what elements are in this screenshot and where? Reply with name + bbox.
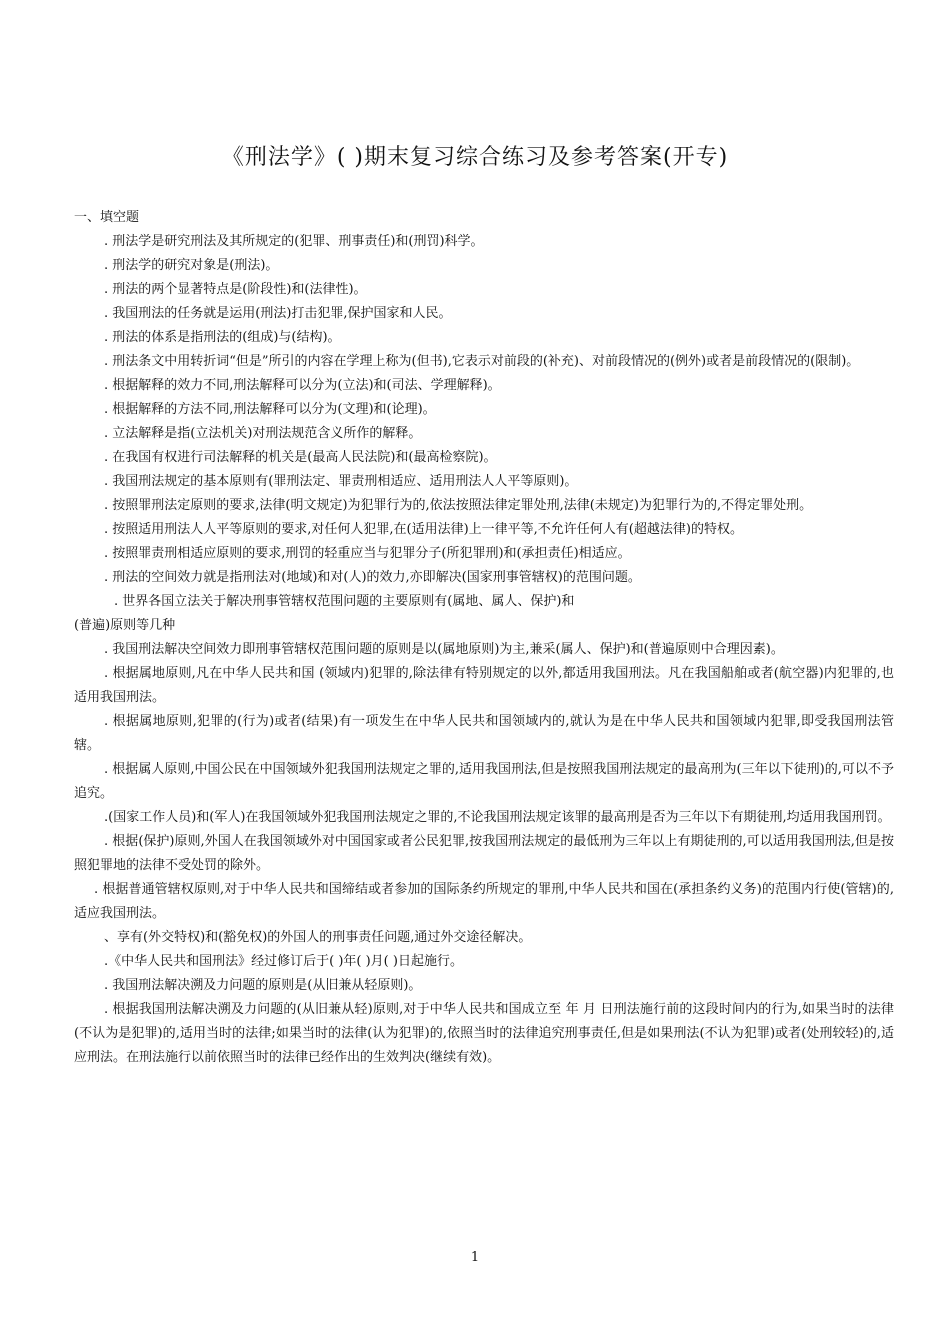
list-item: . 世界各国立法关于解决刑事管辖权范围问题的主要原则有(属地、属人、保护)和 [114, 594, 575, 609]
list-item: . 刑法的两个显著特点是(阶段性)和(法律性)。 [104, 282, 367, 297]
section-heading: 一、填空题 [74, 210, 140, 225]
list-item: . 按照罪责刑相适应原则的要求,刑罚的轻重应当与犯罪分子(所犯罪刑)和(承担责任)相适应。 [104, 546, 631, 561]
document-content [74, 206, 894, 1070]
list-item: . 根据我国刑法解决溯及力问题的(从旧兼从轻)原则,对于中华人民共和国成立至 年 月 日刑法施行前的这段时间内的行为,如果当时的法律(不认为是犯罪)的,适用当时的法律;如果当时的法律(认为犯罪)的,依照当时的法律追究刑事责任,但是如果刑法(不认为犯罪)或者(处刑较轻)的,适应刑法。在刑法施行以前依照当时的法律已经作出的生效判决(继续有效)。 [74, 1002, 894, 1065]
list-item: . 我国刑法的任务就是运用(刑法)打击犯罪,保护国家和人民。 [104, 306, 452, 321]
page-number: 1 [470, 1250, 480, 1265]
list-item: . 根据解释的方法不同,刑法解释可以分为(文理)和(论理)。 [104, 402, 436, 417]
list-item-continuation: (普遍)原则等几种 [74, 618, 176, 633]
list-item: . 我国刑法规定的基本原则有(罪刑法定、罪责刑相适应、适用刑法人人平等原则)。 [104, 474, 578, 489]
list-item: . 根据属地原则,凡在中华人民共和国 (领域内)犯罪的,除法律有特别规定的以外,都适用我国刑法。凡在我国船舶或者(航空器)内犯罪的,也适用我国刑法。 [74, 666, 894, 705]
list-item: . 我国刑法解决空间效力即刑事管辖权范围问题的原则是以(属地原则)为主,兼采(属人、保护)和(普遍原则中合理因素)。 [104, 642, 784, 657]
list-item: . 刑法的空间效力就是指刑法对(地域)和对(人)的效力,亦即解决(国家刑事管辖权)的范围问题。 [104, 570, 641, 585]
list-item: . 根据普通管辖权原则,对于中华人民共和国缔结或者参加的国际条约所规定的罪刑,中华人民共和国在(承担条约义务)的范围内行使(管辖)的,适应我国刑法。 [74, 882, 894, 921]
list-item: . 按照罪刑法定原则的要求,法律(明文规定)为犯罪行为的,依法按照法律定罪处刑,法律(未规定)为犯罪行为的,不得定罪处刑。 [104, 498, 813, 513]
list-item: . 刑法学的研究对象是(刑法)。 [104, 258, 279, 273]
list-item: . 刑法学是研究刑法及其所规定的(犯罪、刑事责任)和(刑罚)科学。 [104, 234, 484, 249]
document-title: 《刑法学》( )期末复习综合练习及参考答案(开专) [221, 145, 729, 170]
list-item: .《中华人民共和国刑法》经过修订后于( )年( )月( )日起施行。 [104, 954, 463, 969]
list-item: . 刑法条文中用转折词“但是”所引的内容在学理上称为(但书),它表示对前段的(补充)、对前段情况的(例外)或者是前段情况的(限制)。 [104, 354, 860, 369]
list-item: . 根据解释的效力不同,刑法解释可以分为(立法)和(司法、学理解释)。 [104, 378, 501, 393]
list-item: 、享有(外交特权)和(豁免权)的外国人的刑事责任问题,通过外交途径解决。 [104, 930, 532, 945]
list-item: . 根据(保护)原则,外国人在我国领域外对中国国家或者公民犯罪,按我国刑法规定的最低刑为三年以上有期徒刑的,可以适用我国刑法,但是按照犯罪地的法律不受处罚的除外。 [74, 834, 894, 873]
list-item: . 立法解释是指(立法机关)对刑法规范含义所作的解释。 [104, 426, 422, 441]
list-item: . 在我国有权进行司法解释的机关是(最高人民法院)和(最高检察院)。 [104, 450, 497, 465]
list-item: . 按照适用刑法人人平等原则的要求,对任何人犯罪,在(适用法律)上一律平等,不允许任何人有(超越法律)的特权。 [104, 522, 743, 537]
list-item: . 我国刑法解决溯及力问题的原则是(从旧兼从轻原则)。 [104, 978, 422, 993]
list-item: . 根据属地原则,犯罪的(行为)或者(结果)有一项发生在中华人民共和国领域内的,就认为是在中华人民共和国领域内犯罪,即受我国刑法管辖。 [74, 714, 894, 753]
list-item: . 刑法的体系是指刑法的(组成)与(结构)。 [104, 330, 341, 345]
list-item: .(国家工作人员)和(军人)在我国领域外犯我国刑法规定之罪的,不论我国刑法规定该罪的最高刑是否为三年以下有期徒刑,均适用我国刑罚。 [104, 810, 891, 825]
list-item: . 根据属人原则,中国公民在中国领域外犯我国刑法规定之罪的,适用我国刑法,但是按照我国刑法规定的最高刑为(三年以下徒刑)的,可以不予追究。 [74, 762, 894, 801]
